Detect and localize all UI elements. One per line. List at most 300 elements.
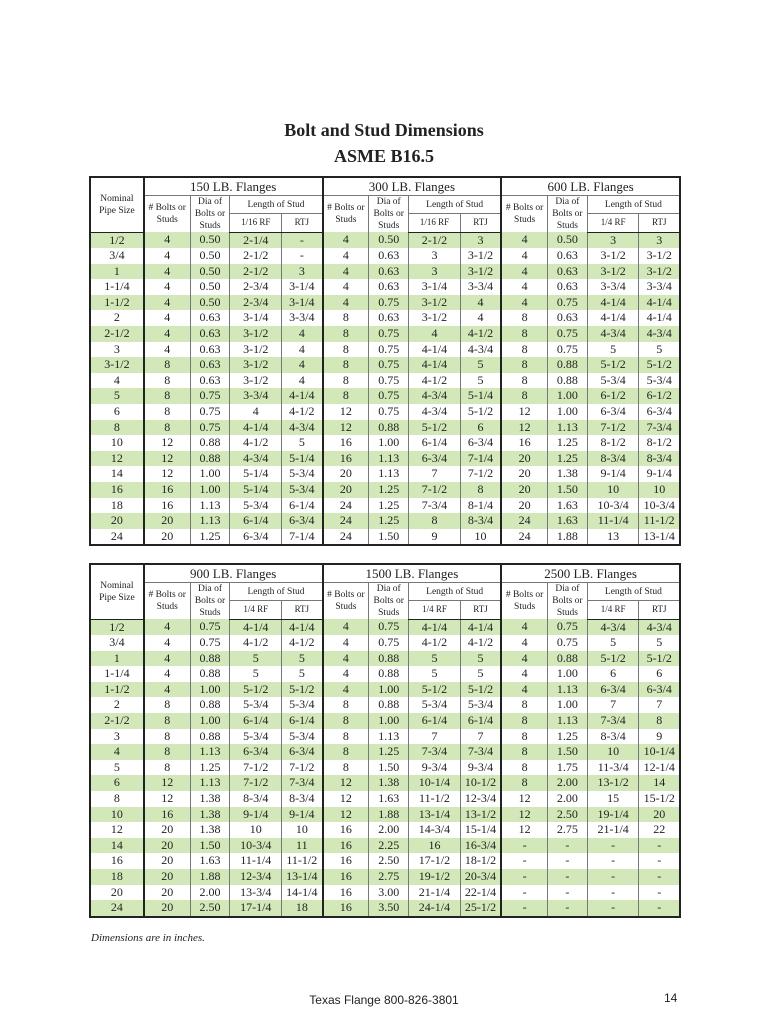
table-cell: 0.75 — [369, 342, 409, 358]
table-cell: 4 — [282, 373, 323, 389]
table-cell: 4 — [144, 248, 190, 264]
table-cell: 0.88 — [369, 651, 409, 667]
units-note: Dimensions are in inches. — [91, 932, 205, 944]
table-cell: 4 — [501, 651, 547, 667]
table-cell: 1.25 — [190, 760, 230, 776]
table-row — [90, 404, 680, 420]
pipe-size-cell: 4 — [90, 373, 144, 389]
rf-length-header: 1/4 RF — [230, 601, 282, 619]
table-cell: 24 — [323, 498, 369, 514]
rtj-length-header: RTJ — [282, 601, 323, 619]
table-cell: 4-1/4 — [639, 295, 680, 311]
table-cell: 4-1/2 — [282, 404, 323, 420]
table-cell: 4 — [323, 248, 369, 264]
pipe-size-cell: 18 — [90, 869, 144, 885]
table-cell: 6-1/4 — [282, 713, 323, 729]
table-cell: - — [639, 885, 680, 901]
table-cell: 1.50 — [369, 760, 409, 776]
table-cell: 0.50 — [190, 295, 230, 311]
table-cell: 8 — [323, 326, 369, 342]
table-cell: 4 — [230, 404, 282, 420]
table-cell: 4-1/2 — [460, 326, 501, 342]
table-cell: 12-3/4 — [460, 791, 501, 807]
table-cell: 1.00 — [190, 682, 230, 698]
table-cell: 4 — [144, 619, 190, 635]
table-cell: 8 — [501, 697, 547, 713]
page-subtitle: ASME B16.5 — [333, 146, 434, 166]
table-cell: 1.50 — [190, 838, 230, 854]
table-cell: 2.00 — [190, 885, 230, 901]
table-cell: - — [587, 869, 639, 885]
table-cell: 13-1/2 — [460, 807, 501, 823]
table-cell: 1.75 — [547, 760, 587, 776]
table-cell: 4-1/4 — [230, 420, 282, 436]
table-row — [90, 513, 680, 529]
table-cell: 5 — [587, 342, 639, 358]
table-cell: 5 — [587, 635, 639, 651]
table-cell: - — [587, 853, 639, 869]
table-cell: 5-3/4 — [230, 498, 282, 514]
table-cell: 4-3/4 — [460, 342, 501, 358]
table-cell: 1.50 — [547, 744, 587, 760]
table-cell: 1.00 — [369, 713, 409, 729]
table-cell: 5-1/2 — [639, 357, 680, 373]
table-cell: 7-1/2 — [230, 760, 282, 776]
table-row — [90, 279, 680, 295]
flange-class-header: 150 LB. Flanges — [144, 177, 323, 196]
table-cell: 6-1/4 — [409, 435, 461, 451]
table-row — [90, 822, 680, 838]
bolt-table-150-300-600 — [89, 176, 681, 546]
table-cell: 10-3/4 — [639, 498, 680, 514]
table-cell: 8 — [501, 326, 547, 342]
table-cell: 1.88 — [190, 869, 230, 885]
table-cell: 5 — [639, 342, 680, 358]
table-cell: 13-1/4 — [409, 807, 461, 823]
table-cell: 1.88 — [369, 807, 409, 823]
table-row — [90, 729, 680, 745]
table-cell: 0.75 — [369, 357, 409, 373]
table-cell: 12 — [501, 791, 547, 807]
table-cell: - — [282, 232, 323, 248]
table-row — [90, 451, 680, 467]
table-cell: 5-3/4 — [282, 482, 323, 498]
table-cell: 6 — [460, 420, 501, 436]
table-cell: - — [501, 900, 547, 917]
table-cell: 13-3/4 — [230, 885, 282, 901]
table-cell: 4 — [323, 666, 369, 682]
table-cell: 17-1/4 — [230, 900, 282, 917]
table-cell: 5 — [409, 651, 461, 667]
table-cell: 5-3/4 — [230, 697, 282, 713]
table-cell: 5-1/4 — [230, 482, 282, 498]
table-cell: 6-1/4 — [460, 713, 501, 729]
table-cell: 3-1/4 — [282, 295, 323, 311]
table-cell: 7-1/2 — [587, 420, 639, 436]
table-cell: 8 — [323, 744, 369, 760]
table-cell: 16 — [144, 807, 190, 823]
pipe-size-cell: 12 — [90, 822, 144, 838]
table-cell: 8 — [144, 388, 190, 404]
stud-length-header: Length of Stud — [587, 583, 680, 601]
table-cell: 3-3/4 — [282, 310, 323, 326]
table-cell: 4-1/2 — [282, 635, 323, 651]
table-cell: 8-3/4 — [230, 791, 282, 807]
table-row — [90, 498, 680, 514]
table-row — [90, 838, 680, 854]
table-cell: - — [282, 248, 323, 264]
table-cell: 2-1/4 — [230, 232, 282, 248]
table-cell: 1.38 — [190, 791, 230, 807]
table-row — [90, 744, 680, 760]
table-cell: 11-1/2 — [282, 853, 323, 869]
table-cell: 6 — [639, 666, 680, 682]
pipe-size-cell: 3 — [90, 729, 144, 745]
table-cell: 24 — [323, 529, 369, 546]
table-cell: 0.88 — [547, 373, 587, 389]
table-cell: 0.88 — [369, 697, 409, 713]
table-cell: 7 — [460, 729, 501, 745]
table-cell: 16 — [323, 885, 369, 901]
pipe-size-cell: 2-1/2 — [90, 713, 144, 729]
table-cell: 5-1/2 — [460, 404, 501, 420]
table-cell: 6-3/4 — [587, 404, 639, 420]
table-row — [90, 682, 680, 698]
table-cell: 16 — [323, 822, 369, 838]
table-cell: 0.63 — [547, 248, 587, 264]
table-cell: 5 — [282, 651, 323, 667]
table-cell: 8 — [323, 310, 369, 326]
pipe-size-cell: 24 — [90, 900, 144, 917]
table-cell: 12 — [323, 807, 369, 823]
table-cell: 0.75 — [369, 388, 409, 404]
rf-length-header: 1/4 RF — [587, 214, 639, 232]
table-cell: 4 — [144, 295, 190, 311]
table-cell: 24 — [501, 529, 547, 546]
table-cell: 6-1/4 — [230, 513, 282, 529]
table-cell: 5-1/4 — [282, 451, 323, 467]
table-cell: 15-1/4 — [460, 822, 501, 838]
table-cell: 1.13 — [190, 744, 230, 760]
table-cell: 3-1/2 — [639, 248, 680, 264]
table-cell: - — [547, 838, 587, 854]
table-cell: 4-1/2 — [409, 373, 461, 389]
table-cell: 1.00 — [190, 713, 230, 729]
table-row — [90, 807, 680, 823]
table-row — [90, 373, 680, 389]
table-cell: 19-1/2 — [409, 869, 461, 885]
table-cell: 12 — [501, 822, 547, 838]
table-cell: 10 — [230, 822, 282, 838]
table-cell: 20 — [501, 482, 547, 498]
table-cell: 7-1/2 — [230, 775, 282, 791]
table-cell: 8-3/4 — [587, 729, 639, 745]
table-row — [90, 232, 680, 248]
table-cell: 13-1/4 — [282, 869, 323, 885]
table-cell: 5-1/2 — [409, 420, 461, 436]
table-cell: 22-1/4 — [460, 885, 501, 901]
table-cell: 0.75 — [547, 326, 587, 342]
table-cell: 10 — [639, 482, 680, 498]
table-cell: 2.75 — [369, 869, 409, 885]
table-cell: 8 — [460, 482, 501, 498]
table-cell: 8 — [501, 357, 547, 373]
table-cell: 4 — [144, 651, 190, 667]
table-cell: 0.75 — [190, 619, 230, 635]
table-cell: 2.25 — [369, 838, 409, 854]
table-cell: - — [639, 853, 680, 869]
pipe-size-cell: 1-1/2 — [90, 295, 144, 311]
table-cell: 6-3/4 — [639, 404, 680, 420]
rtj-length-header: RTJ — [639, 214, 680, 232]
table-cell: 14 — [639, 775, 680, 791]
table-cell: 7-1/2 — [409, 482, 461, 498]
table-cell: 15-1/2 — [639, 791, 680, 807]
table-cell: 4 — [144, 310, 190, 326]
table-cell: 16 — [323, 869, 369, 885]
table-cell: 10 — [587, 744, 639, 760]
flange-class-header: 600 LB. Flanges — [501, 177, 680, 196]
table-cell: 6-3/4 — [282, 744, 323, 760]
table-cell: 10-1/4 — [639, 744, 680, 760]
table-cell: 12 — [144, 466, 190, 482]
table-cell: 4 — [323, 682, 369, 698]
table-cell: 12 — [323, 775, 369, 791]
table-cell: 4 — [144, 666, 190, 682]
table-cell: 13 — [587, 529, 639, 546]
stud-length-header: Length of Stud — [587, 196, 680, 214]
table-cell: 0.88 — [190, 451, 230, 467]
table-cell: - — [501, 869, 547, 885]
table-cell: 14-1/4 — [282, 885, 323, 901]
table-row — [90, 482, 680, 498]
table-cell: 7 — [639, 697, 680, 713]
table-cell: 3-3/4 — [639, 279, 680, 295]
table-cell: 1.00 — [190, 482, 230, 498]
table-cell: 5 — [460, 373, 501, 389]
table-cell: 20 — [639, 807, 680, 823]
table-cell: 8 — [144, 373, 190, 389]
table-cell: - — [501, 885, 547, 901]
table-cell: 0.63 — [369, 279, 409, 295]
page-number: 14 — [664, 991, 678, 1005]
table-cell: 20 — [144, 822, 190, 838]
table-cell: 4-3/4 — [409, 388, 461, 404]
pipe-size-cell: 24 — [90, 529, 144, 546]
table-cell: 4-1/4 — [409, 619, 461, 635]
table-cell: 3-1/4 — [282, 279, 323, 295]
table-cell: 0.88 — [190, 651, 230, 667]
table-cell: 3-1/2 — [639, 264, 680, 280]
table-cell: 0.75 — [547, 619, 587, 635]
table-cell: 4-3/4 — [639, 619, 680, 635]
table-cell: 2-3/4 — [230, 279, 282, 295]
table-cell: 3 — [409, 248, 461, 264]
table-cell: 12 — [323, 420, 369, 436]
table-cell: 8 — [323, 729, 369, 745]
table-cell: 10-1/2 — [460, 775, 501, 791]
table-cell: 9 — [639, 729, 680, 745]
table-cell: 20 — [144, 900, 190, 917]
table-row — [90, 619, 680, 635]
table-cell: 8-1/2 — [587, 435, 639, 451]
table-cell: 8 — [501, 744, 547, 760]
table-cell: 10 — [282, 822, 323, 838]
pipe-size-cell: 1-1/4 — [90, 666, 144, 682]
table-cell: - — [639, 900, 680, 917]
table-cell: 3 — [587, 232, 639, 248]
table-cell: 0.63 — [369, 248, 409, 264]
table-cell: 3.00 — [369, 885, 409, 901]
table-cell: 1.13 — [369, 729, 409, 745]
table-cell: 2.50 — [369, 853, 409, 869]
table-cell: 0.88 — [369, 666, 409, 682]
table-cell: 19-1/4 — [587, 807, 639, 823]
rf-length-header: 1/16 RF — [409, 214, 461, 232]
pipe-size-cell: 20 — [90, 885, 144, 901]
table-cell: 0.50 — [190, 264, 230, 280]
table-cell: 2.50 — [547, 807, 587, 823]
pipe-size-cell: 1-1/2 — [90, 682, 144, 698]
table-cell: 6-1/2 — [587, 388, 639, 404]
table-cell: 16 — [323, 838, 369, 854]
table-cell: 5-3/4 — [282, 729, 323, 745]
table-cell: - — [547, 853, 587, 869]
table-cell: 11-3/4 — [587, 760, 639, 776]
table-cell: 6-3/4 — [587, 682, 639, 698]
table-row — [90, 635, 680, 651]
table-cell: 12 — [323, 791, 369, 807]
table-cell: 4-3/4 — [230, 451, 282, 467]
table-row — [90, 666, 680, 682]
table-cell: 7-3/4 — [409, 498, 461, 514]
pipe-size-cell: 16 — [90, 853, 144, 869]
table-cell: 2.00 — [369, 822, 409, 838]
table-cell: 4 — [323, 295, 369, 311]
table-cell: 4 — [501, 666, 547, 682]
footer-contact: Texas Flange 800-826-3801 — [309, 993, 459, 1007]
table-cell: - — [587, 838, 639, 854]
stud-length-header: Length of Stud — [409, 583, 502, 601]
table-cell: 4 — [409, 326, 461, 342]
table-row — [90, 775, 680, 791]
table-cell: 0.75 — [547, 295, 587, 311]
table-cell: 4-3/4 — [587, 619, 639, 635]
table-cell: 5-1/2 — [460, 682, 501, 698]
table-row — [90, 264, 680, 280]
table-cell: 24 — [323, 513, 369, 529]
table-cell: 3-1/2 — [409, 310, 461, 326]
table-cell: 4-3/4 — [587, 326, 639, 342]
table-cell: 5-3/4 — [587, 373, 639, 389]
table-cell: 8 — [323, 373, 369, 389]
table-cell: 0.75 — [369, 619, 409, 635]
table-cell: 7-1/4 — [460, 451, 501, 467]
table-row — [90, 310, 680, 326]
table-cell: 0.75 — [369, 635, 409, 651]
table-cell: 1.63 — [547, 498, 587, 514]
table-cell: 4-3/4 — [409, 404, 461, 420]
table-cell: 4 — [501, 635, 547, 651]
table-cell: 13-1/2 — [587, 775, 639, 791]
table-cell: 5-1/2 — [587, 357, 639, 373]
table-row — [90, 466, 680, 482]
table-cell: 20 — [144, 853, 190, 869]
table-cell: 1.38 — [369, 775, 409, 791]
table-cell: 5-1/2 — [282, 682, 323, 698]
table-cell: 8 — [501, 713, 547, 729]
table-cell: 6-1/4 — [409, 713, 461, 729]
table-cell: 8 — [323, 713, 369, 729]
table-cell: 4-1/4 — [460, 619, 501, 635]
table-cell: 8 — [501, 388, 547, 404]
table-row — [90, 869, 680, 885]
table-cell: 3.50 — [369, 900, 409, 917]
table-row — [90, 900, 680, 917]
table-cell: 5 — [460, 357, 501, 373]
table-cell: 8 — [144, 760, 190, 776]
table-cell: 10 — [587, 482, 639, 498]
table-cell: 16 — [323, 451, 369, 467]
table-cell: 12 — [144, 451, 190, 467]
table-cell: 0.75 — [190, 388, 230, 404]
table-cell: 0.63 — [190, 373, 230, 389]
table-cell: 20 — [323, 466, 369, 482]
rf-length-header: 1/4 RF — [587, 601, 639, 619]
table-cell: 5-3/4 — [230, 729, 282, 745]
table-cell: 7-1/2 — [282, 760, 323, 776]
table-row — [90, 326, 680, 342]
table-cell: 10 — [460, 529, 501, 546]
table-cell: 1.63 — [190, 853, 230, 869]
table-cell: 1.13 — [547, 420, 587, 436]
table-cell: 8-3/4 — [460, 513, 501, 529]
table-cell: 6-3/4 — [639, 682, 680, 698]
table-cell: 2.00 — [547, 791, 587, 807]
table-cell: 7-3/4 — [460, 744, 501, 760]
table-cell: 8-3/4 — [587, 451, 639, 467]
table-cell: 1.13 — [190, 498, 230, 514]
table-cell: 1.00 — [369, 435, 409, 451]
table-cell: 8-3/4 — [639, 451, 680, 467]
table-cell: 12-3/4 — [230, 869, 282, 885]
table-cell: 5-1/2 — [639, 651, 680, 667]
table-cell: 4 — [460, 295, 501, 311]
pipe-size-cell: 1/2 — [90, 232, 144, 248]
table-cell: 9-3/4 — [460, 760, 501, 776]
table-row — [90, 791, 680, 807]
table-cell: 1.50 — [369, 529, 409, 546]
rtj-length-header: RTJ — [460, 214, 501, 232]
table-cell: 8 — [409, 513, 461, 529]
table-row — [90, 248, 680, 264]
table-cell: 16-3/4 — [460, 838, 501, 854]
table-cell: 8 — [144, 357, 190, 373]
table-cell: 1.13 — [547, 713, 587, 729]
table-row — [90, 713, 680, 729]
table-cell: 5 — [282, 666, 323, 682]
table-cell: 3-3/4 — [460, 279, 501, 295]
table-cell: 4 — [323, 619, 369, 635]
pipe-size-cell: 3/4 — [90, 635, 144, 651]
table-cell: 3-1/2 — [230, 342, 282, 358]
table-cell: 5-3/4 — [282, 466, 323, 482]
pipe-size-cell: 1-1/4 — [90, 279, 144, 295]
table-cell: 3-1/2 — [230, 357, 282, 373]
table-cell: 4-1/4 — [639, 310, 680, 326]
table-cell: 20 — [501, 498, 547, 514]
table-cell: 5-1/2 — [587, 651, 639, 667]
